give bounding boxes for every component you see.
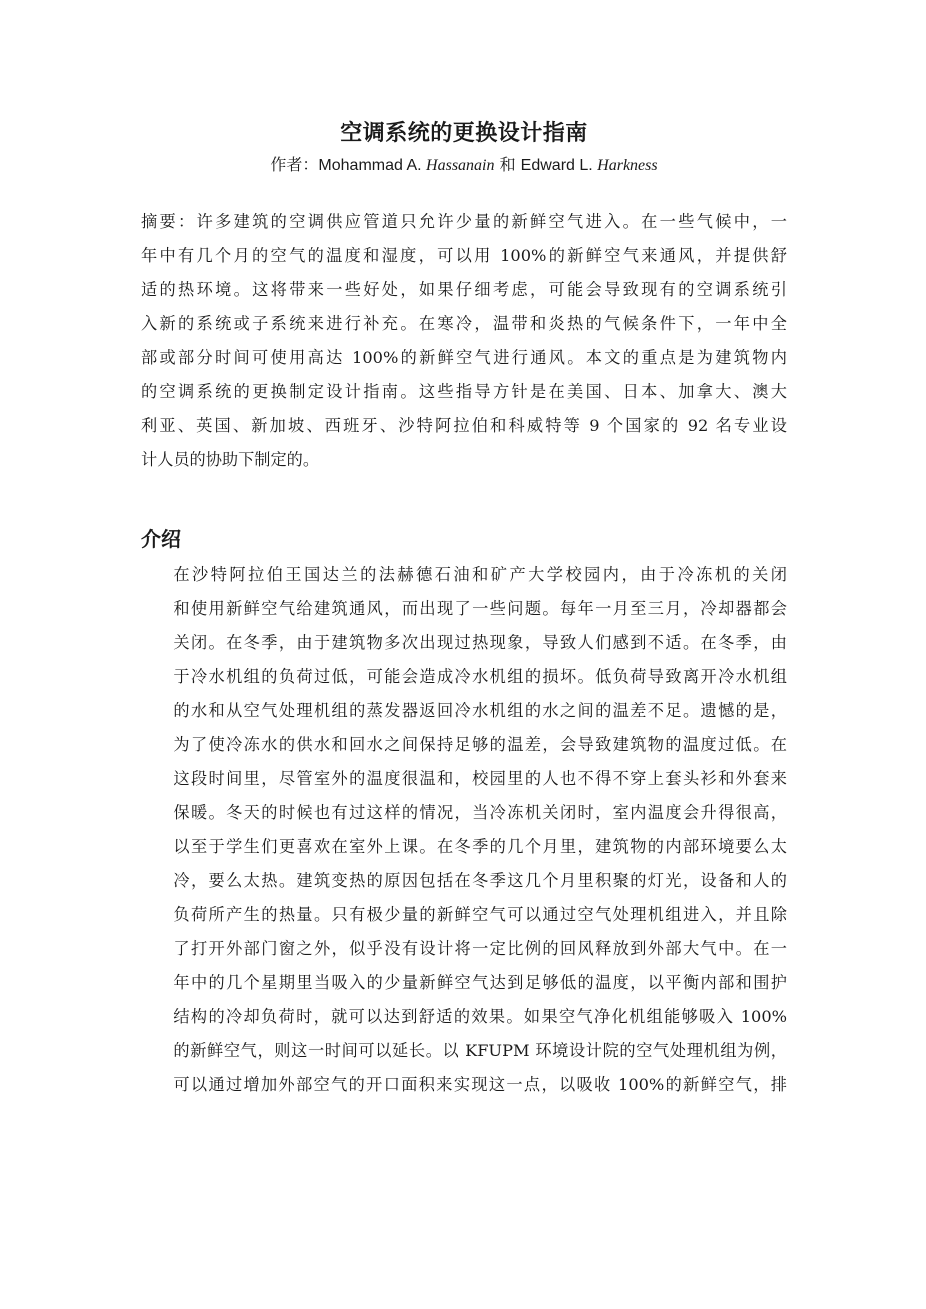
author2-first-name: Edward L. (520, 157, 598, 174)
body-line: 关闭。在冬季，由于建筑物多次出现过热现象，导致人们感到不适。在冬季，由 (173, 633, 787, 652)
body-line: 结构的冷却负荷时，就可以达到舒适的效果。如果空气净化机组能够吸入 100% (173, 1007, 787, 1026)
body-line: 年中的几个星期里当吸入的少量新鲜空气达到足够低的温度，以平衡内部和围护 (173, 973, 787, 992)
body-line: 的水和从空气处理机组的蒸发器返回冷水机组的水之间的温差不足。遗憾的是， (173, 701, 787, 720)
body-line: 以至于学生们更喜欢在室外上课。在冬季的几个月里，建筑物的内部环境要么太 (173, 837, 787, 856)
author-prefix: 作者： (270, 155, 319, 174)
body-line: 保暖。冬天的时候也有过这样的情况，当冷冻机关闭时，室内温度会升得很高， (173, 803, 787, 822)
section-heading-introduction: 介绍 (141, 527, 181, 551)
author1-first-name: Mohammad A. (318, 157, 427, 174)
body-line: 冷，要么太热。建筑变热的原因包括在冬季这几个月里积聚的灯光，设备和人的 (173, 871, 787, 890)
author1-last-name: Hassanain (426, 157, 495, 174)
document-title: 空调系统的更换设计指南 (340, 121, 588, 146)
body-line: 可以通过增加外部空气的开口面积来实现这一点，以吸收 100%的新鲜空气，排 (173, 1075, 787, 1094)
author-joiner: 和 (494, 155, 521, 174)
abstract-line: 摘要：许多建筑的空调供应管道只允许少量的新鲜空气进入。在一些气候中，一 (141, 212, 787, 231)
abstract-line: 利亚、英国、新加坡、西班牙、沙特阿拉伯和科威特等 9 个国家的 92 名专业设 (141, 416, 787, 435)
body-line: 在沙特阿拉伯王国达兰的法赫德石油和矿产大学校园内，由于冷冻机的关闭 (173, 565, 787, 584)
author2-last-name: Harkness (597, 157, 658, 174)
abstract-line: 的空调系统的更换制定设计指南。这些指导方针是在美国、日本、加拿大、澳大 (141, 382, 787, 401)
body-line: 的新鲜空气，则这一时间可以延长。以 KFUPM 环境设计院的空气处理机组为例， (173, 1041, 787, 1060)
abstract-line: 适的热环境。这将带来一些好处，如果仔细考虑，可能会导致现有的空调系统引 (141, 280, 787, 299)
body-line: 于冷水机组的负荷过低，可能会造成冷水机组的损坏。低负荷导致离开冷水机组 (173, 667, 787, 686)
body-line: 了打开外部门窗之外，似乎没有设计将一定比例的回风释放到外部大气中。在一 (173, 939, 787, 958)
body-line: 和使用新鲜空气给建筑通风，而出现了一些问题。每年一月至三月，冷却器都会 (173, 599, 787, 618)
abstract-line: 年中有几个月的空气的温度和湿度，可以用 100%的新鲜空气来通风，并提供舒 (141, 246, 787, 265)
abstract (141, 205, 787, 477)
body-line: 这段时间里，尽管室外的温度很温和，校园里的人也不得不穿上套头衫和外套来 (173, 769, 787, 788)
document-page (141, 118, 787, 1102)
introduction-paragraph (141, 558, 787, 1102)
abstract-line: 部或部分时间可使用高达 100%的新鲜空气进行通风。本文的重点是为建筑物内 (141, 348, 787, 367)
abstract-line: 计人员的协助下制定的。 (141, 450, 320, 469)
body-line: 为了使冷冻水的供水和回水之间保持足够的温差，会导致建筑物的温度过低。在 (173, 735, 787, 754)
abstract-line: 入新的系统或子系统来进行补充。在寒冷，温带和炎热的气候条件下，一年中全 (141, 314, 787, 333)
author-line (141, 152, 787, 179)
body-line: 负荷所产生的热量。只有极少量的新鲜空气可以通过空气处理机组进入，并且除 (173, 905, 787, 924)
